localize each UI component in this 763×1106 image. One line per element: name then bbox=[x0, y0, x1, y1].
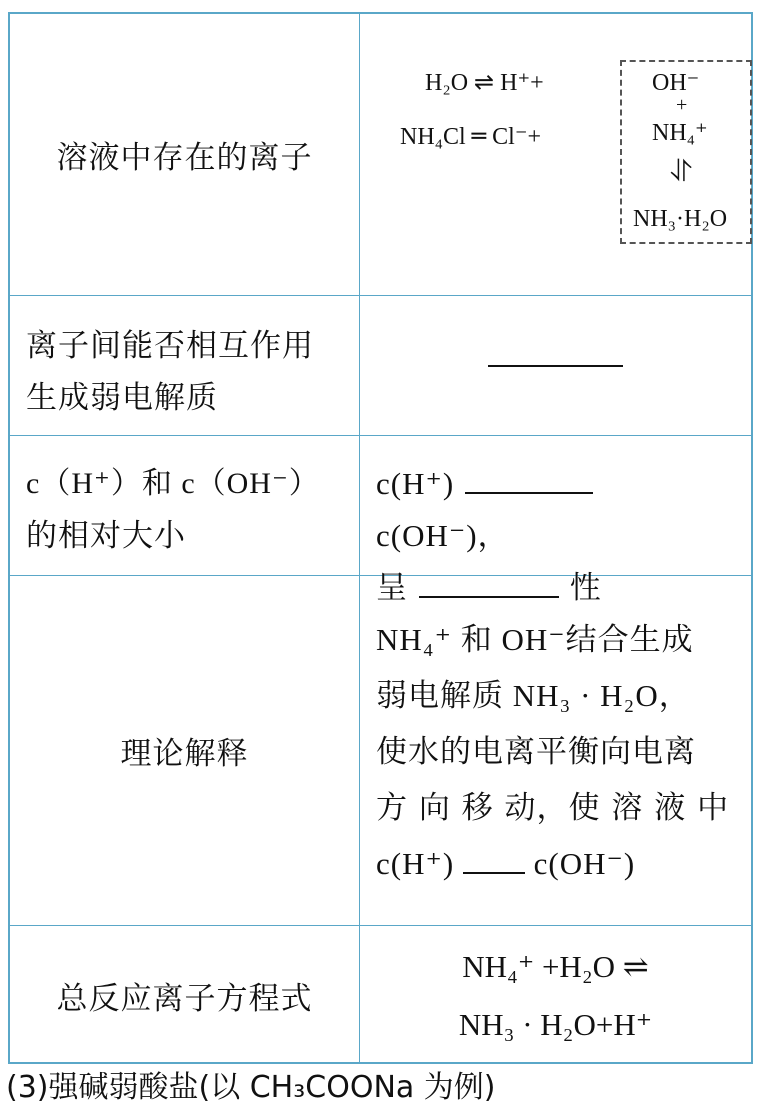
row-label-concentration bbox=[10, 436, 360, 575]
ion-table bbox=[8, 12, 753, 1064]
box-oh: OH⁻ bbox=[652, 70, 700, 96]
c-oh-minus: c(OH⁻)， bbox=[376, 518, 510, 553]
label-line1: 离子间能否相互作用 bbox=[26, 328, 314, 364]
ch-plus: c(H⁺) bbox=[376, 846, 455, 881]
table-row-ions bbox=[10, 14, 751, 296]
equation-line2: NH₃ · H₂O+H⁺ bbox=[458, 1007, 653, 1042]
appear-text: 呈 bbox=[376, 570, 408, 606]
reversible-arrow-icon: ⥯ bbox=[670, 154, 693, 189]
property-text: 性 bbox=[569, 570, 602, 606]
row-label-ions bbox=[10, 14, 360, 295]
ion-diagram bbox=[400, 54, 728, 254]
ion-diagram-cell bbox=[360, 14, 751, 295]
explain-line3: 使水的电离平衡向电离 bbox=[376, 734, 696, 770]
equation-cell bbox=[360, 926, 751, 1064]
box-plus: + bbox=[676, 94, 688, 116]
eq2-rhs: Cl⁻+ bbox=[492, 124, 542, 150]
equals-arrow-icon: ═ bbox=[471, 122, 487, 150]
table-row-explanation bbox=[10, 576, 751, 926]
explanation-cell bbox=[360, 576, 751, 925]
label-line1: c（H⁺）和 c（OH⁻） bbox=[26, 467, 320, 500]
eq1-rhs: H⁺+ bbox=[500, 70, 544, 96]
label-text: 总反应离子方程式 bbox=[56, 980, 313, 1017]
equilibrium-arrow-icon: ⇌ bbox=[474, 68, 495, 96]
answer-cell-interaction bbox=[360, 296, 751, 435]
row-label-explanation bbox=[10, 576, 360, 925]
next-section-heading: (3)强碱弱酸盐(以 CH₃COONa 为例) bbox=[6, 1070, 496, 1105]
label-line2: 的相对大小 bbox=[26, 518, 186, 554]
explain-blank[interactable] bbox=[463, 871, 525, 874]
label-line2: 生成弱电解质 bbox=[26, 380, 218, 416]
table-row-equation bbox=[10, 926, 751, 1064]
explain-line4: 方 向 移 动，使 溶 液 中 bbox=[376, 790, 730, 826]
eq2-lhs: NH₄Cl bbox=[400, 124, 466, 150]
explain-line2: 弱电解质 NH₃ · H₂O， bbox=[376, 678, 691, 713]
label-text: 理论解释 bbox=[120, 736, 249, 772]
eq1-lhs: H₂O bbox=[425, 70, 469, 96]
water-ionization bbox=[425, 68, 544, 97]
table-row-interaction bbox=[10, 296, 751, 436]
c-oh-minus: c(OH⁻) bbox=[533, 846, 636, 881]
label-text: 溶液中存在的离子 bbox=[56, 140, 313, 176]
equation-line1: NH₄⁺ +H₂O ⇌ bbox=[462, 949, 649, 984]
answer-blank[interactable] bbox=[488, 364, 623, 367]
salt-ionization bbox=[400, 122, 541, 151]
table-row-concentration bbox=[10, 436, 751, 606]
row-label-interaction bbox=[10, 296, 360, 435]
row-label-equation bbox=[10, 926, 360, 1064]
ch-plus: c(H⁺) bbox=[376, 466, 455, 501]
compare-blank[interactable] bbox=[465, 491, 593, 494]
explain-line1: NH₄⁺ 和 OH⁻结合生成 bbox=[376, 622, 694, 657]
box-nh4: NH₄⁺ bbox=[652, 120, 708, 146]
box-nh3: NH₃·H₂O bbox=[633, 206, 728, 232]
answer-cell-concentration bbox=[360, 436, 751, 606]
